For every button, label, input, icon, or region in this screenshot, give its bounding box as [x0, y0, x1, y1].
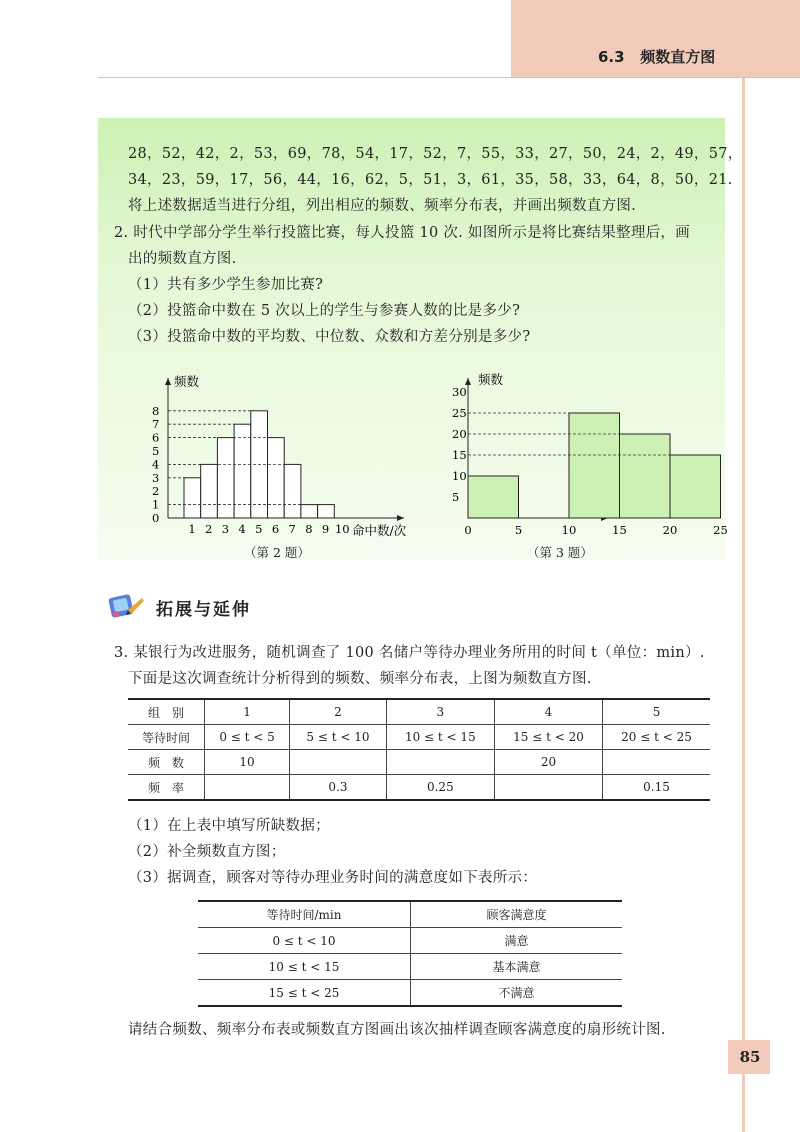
table-row	[198, 980, 622, 1007]
histogram-bar	[268, 438, 285, 518]
histogram-bar	[569, 413, 620, 518]
data-line-2: 34，23，59，17，56，44，16，62，5，51，3，61，35，58，33，64，8，50，21.	[128, 172, 733, 188]
table-cell: 频 数	[128, 750, 205, 775]
y-tick-label: 6	[152, 430, 160, 445]
section-title: 频数直方图	[640, 48, 716, 66]
y-tick-label: 8	[152, 403, 160, 418]
section-header	[598, 46, 768, 67]
exercise3-final: 请结合频数、频率分布表或频数直方图画出该次抽样调查顾客满意度的扇形统计图.	[128, 1022, 666, 1038]
section-number: 6.3	[598, 48, 625, 66]
y-tick-label: 10	[452, 469, 467, 483]
table-cell: 不满意	[411, 980, 623, 1007]
exercise3-q3: （3）据调查，顾客对等待办理业务时间的满意度如下表所示：	[128, 870, 538, 886]
exercise2-q3: （3）投篮命中数的平均数、中位数、众数和方差分别是多少?	[128, 329, 531, 345]
histogram-bar	[670, 455, 721, 518]
frequency-table	[128, 698, 710, 801]
x-tick-label: 10	[561, 523, 577, 537]
x-tick-label: 4	[238, 522, 246, 536]
y-tick-label: 30	[452, 385, 467, 399]
x-tick-label: 20	[662, 523, 678, 537]
table-cell: 4	[494, 699, 602, 725]
histogram-bar	[301, 505, 318, 518]
table-row	[198, 901, 622, 928]
x-tick-label: 0	[464, 523, 472, 537]
table-cell	[494, 775, 602, 801]
extension-icon	[106, 590, 146, 622]
x-tick-label: 25	[713, 523, 728, 537]
right-margin-rule	[742, 78, 745, 1132]
histogram-bar	[620, 434, 671, 518]
table-cell: 5	[603, 699, 710, 725]
table-cell: 10	[205, 750, 290, 775]
table-cell	[205, 775, 290, 801]
x-axis-label: 命中数/次	[352, 523, 407, 538]
exercise2-q1: （1）共有多少学生参加比赛?	[128, 277, 324, 293]
y-tick-label: 7	[152, 417, 160, 432]
histogram-exercise2	[140, 368, 440, 538]
histogram-bar	[184, 478, 201, 518]
table-cell: 基本满意	[411, 954, 623, 980]
histogram-bar	[284, 464, 301, 518]
x-tick-label: 10	[334, 522, 350, 536]
x-tick-label: 6	[271, 522, 280, 536]
table-cell: 顾客满意度	[411, 901, 623, 928]
exercise3-line1: 3. 某银行为改进服务，随机调查了 100 名储户等待办理业务所用的时间 t（单位：min）.	[114, 645, 705, 661]
table-cell: 0.25	[386, 775, 494, 801]
table-row	[128, 725, 710, 750]
x-tick-label: 5	[255, 522, 263, 536]
y-tick-label: 2	[152, 484, 160, 499]
x-tick-label: 1	[188, 522, 196, 536]
table-cell: 5 ≤ t < 10	[290, 725, 387, 750]
x-tick-label: 2	[205, 522, 213, 536]
table-row	[128, 775, 710, 801]
y-tick-label: 15	[452, 448, 467, 462]
x-axis-arrow	[397, 515, 404, 521]
extension-title: 拓展与延伸	[156, 600, 251, 620]
x-tick-label: 7	[288, 522, 296, 536]
histogram-bar	[201, 464, 218, 518]
exercise3-line2: 下面是这次调查统计分析得到的频数、频率分布表，上图为频数直方图.	[128, 671, 592, 687]
table-cell: 10 ≤ t < 15	[198, 954, 411, 980]
exercise2-line1: 2. 时代中学部分学生举行投篮比赛，每人投篮 10 次. 如图所示是将比赛结果整理后，画	[114, 225, 691, 241]
table-cell: 0.15	[603, 775, 710, 801]
histogram-bar	[217, 438, 234, 518]
satisfaction-table	[198, 900, 622, 1007]
histogram-bar	[318, 505, 335, 518]
exercise2-q2: （2）投篮命中数在 5 次以上的学生与参赛人数的比是多少?	[128, 303, 521, 319]
table-cell: 0 ≤ t < 5	[205, 725, 290, 750]
y-axis-arrow	[465, 378, 471, 385]
histogram-exercise3	[446, 368, 728, 538]
y-axis-arrow	[165, 378, 171, 385]
y-tick-label: 25	[452, 406, 467, 420]
table-cell: 频 率	[128, 775, 205, 801]
table-cell: 15 ≤ t < 25	[198, 980, 411, 1007]
exercise1-instruction: 将上述数据适当进行分组，列出相应的频数、频率分布表，并画出频数直方图.	[128, 198, 637, 214]
exercise2-line2: 出的频数直方图.	[128, 251, 237, 267]
table-cell	[290, 750, 387, 775]
y-tick-label: 4	[152, 457, 160, 472]
y-tick-label: 5	[452, 490, 460, 504]
table-cell	[386, 750, 494, 775]
table-cell: 等待时间	[128, 725, 205, 750]
x-tick-label: 9	[321, 522, 330, 536]
table-cell: 0.3	[290, 775, 387, 801]
y-axis-label: 频数	[478, 372, 504, 387]
table-cell: 组 别	[128, 699, 205, 725]
histogram-bar	[234, 424, 251, 518]
y-tick-label: 3	[152, 470, 160, 485]
y-tick-label: 0	[152, 511, 160, 525]
table-cell	[603, 750, 710, 775]
data-line-1: 28，52，42，2，53，69，78，54，17，52，7，55，33，27，50，24，2，49，57，	[128, 146, 743, 162]
page-number: 85	[739, 1048, 761, 1066]
x-tick-label: 8	[305, 522, 313, 536]
x-tick-label: 15	[612, 523, 627, 537]
histogram-bar	[468, 476, 519, 518]
table-cell: 满意	[411, 928, 623, 954]
table-cell: 等待时间/min	[198, 901, 411, 928]
table-row	[128, 750, 710, 775]
y-tick-label: 1	[152, 497, 160, 512]
table-cell: 10 ≤ t < 15	[386, 725, 494, 750]
exercise3-q1: （1）在上表中填写所缺数据；	[128, 818, 330, 834]
x-tick-label: 5	[514, 523, 523, 537]
table-row	[198, 928, 622, 954]
table-cell: 20	[494, 750, 602, 775]
table-cell: 1	[205, 699, 290, 725]
table-cell: 2	[290, 699, 387, 725]
table-cell: 15 ≤ t < 20	[494, 725, 602, 750]
table-cell: 20 ≤ t < 25	[603, 725, 710, 750]
table-cell: 0 ≤ t < 10	[198, 928, 411, 954]
y-axis-label: 频数	[174, 374, 200, 389]
table-row	[198, 954, 622, 980]
chart1-caption: （第 2 题）	[244, 545, 310, 560]
chart2-caption: （第 3 题）	[527, 545, 593, 560]
y-tick-label: 5	[152, 444, 160, 458]
y-tick-label: 20	[452, 427, 467, 441]
table-row	[128, 699, 710, 725]
x-tick-label: 3	[221, 522, 230, 536]
table-cell: 3	[386, 699, 494, 725]
header-divider	[98, 77, 800, 78]
exercise3-q2: （2）补全频数直方图；	[128, 844, 286, 860]
